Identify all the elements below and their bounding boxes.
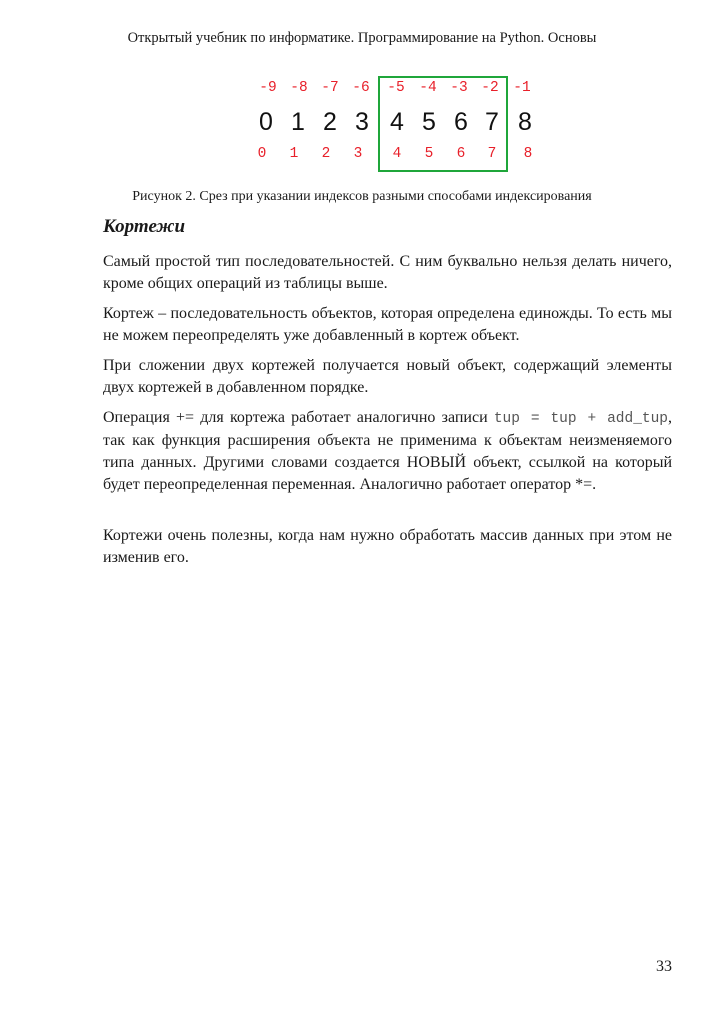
- paragraph-definition: Кортеж – последовательность объектов, которая определена единожды. То есть мы не можем переопределять уже добавленный в кортеж объект.: [103, 305, 672, 344]
- page-number: 33: [656, 958, 672, 975]
- sequence-element: 5: [422, 108, 436, 136]
- slice-highlight-box: [378, 76, 508, 172]
- sequence-element: 3: [355, 108, 369, 136]
- slice-figure: [0, 76, 724, 176]
- negative-index: -6: [352, 80, 370, 96]
- sequence-element: 1: [291, 108, 305, 136]
- positive-index: 7: [487, 146, 497, 162]
- sequence-element: 4: [390, 108, 404, 136]
- inline-code: tup = tup + add_tup: [493, 411, 669, 427]
- negative-index: -4: [419, 80, 437, 96]
- sequence-element: 6: [454, 108, 468, 136]
- paragraph-inplace-operators: [103, 407, 672, 496]
- negative-index: -9: [259, 80, 277, 96]
- figure-caption: Рисунок 2. Срез при указании индексов разными способами индексирования: [132, 189, 592, 204]
- sequence-element: 0: [259, 108, 273, 136]
- positive-index: 0: [257, 146, 267, 162]
- paragraph-text: Операция += для кортежа работает аналогично записи: [103, 409, 494, 426]
- section-title: Кортежи: [103, 216, 186, 237]
- negative-index: -7: [321, 80, 339, 96]
- paragraph-intro: Самый простой тип последовательностей. С ним буквально нельзя делать ничего, кроме общих операций из таблицы выше.: [103, 253, 672, 292]
- positive-index: 4: [392, 146, 402, 162]
- sequence-elements-row: [0, 108, 724, 136]
- positive-index: 3: [353, 146, 363, 162]
- positive-index: 5: [424, 146, 434, 162]
- negative-index-row: [0, 80, 724, 104]
- sequence-element: 2: [323, 108, 337, 136]
- negative-index: -3: [450, 80, 468, 96]
- paragraph-text: , так как функция расширения объекта не применима к объектам неизменяемого типа данных. Другими словами создается НОВЫЙ объект, ссылкой на который будет переопределенная переменная. Аналогично работает оператор *=.: [103, 409, 673, 493]
- positive-index: 8: [523, 146, 533, 162]
- positive-index: 1: [289, 146, 299, 162]
- negative-index: -1: [513, 80, 531, 96]
- sequence-element: 7: [485, 108, 499, 136]
- paragraph-concatenation: При сложении двух кортежей получается новый объект, содержащий элементы двух кортежей в добавленном порядке.: [103, 357, 672, 396]
- negative-index: -8: [290, 80, 308, 96]
- paragraph-usage: Кортежи очень полезны, когда нам нужно обработать массив данных при этом не изменив его.: [103, 527, 672, 566]
- positive-index-row: [0, 146, 724, 170]
- negative-index: -2: [481, 80, 499, 96]
- negative-index: -5: [387, 80, 405, 96]
- positive-index: 6: [456, 146, 466, 162]
- positive-index: 2: [321, 146, 331, 162]
- running-header: Открытый учебник по информатике. Программирование на Python. Основы: [127, 30, 597, 46]
- sequence-element: 8: [518, 108, 532, 136]
